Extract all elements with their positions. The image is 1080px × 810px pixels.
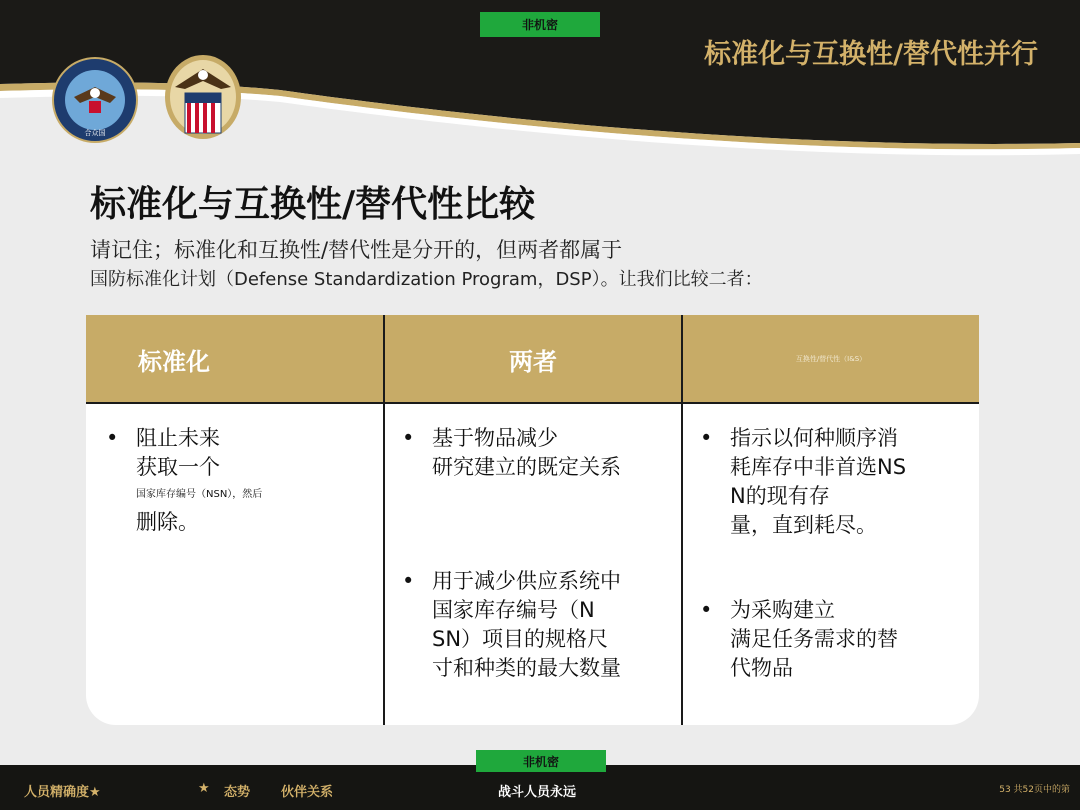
list-item-standardization-1: • 阻止未来 获取一个 国家库存编号（NSN），然后 删除。 xyxy=(106,426,263,534)
list-item-interchangeability-2: • 为采购建立 满足任务需求的替 代物品 xyxy=(700,598,898,680)
list-item-both-1: • 基于物品减少 研究建立的既定关系 xyxy=(402,426,621,479)
footer-people: 人员精确度★ xyxy=(24,785,101,800)
column-divider-1 xyxy=(383,315,385,725)
comparison-table xyxy=(86,315,979,725)
footer-readiness: 态势 xyxy=(224,785,251,800)
intro-line-2: 国防标准化计划（Defense Standardization Program，DSP）。让我们比较二者： xyxy=(90,269,763,290)
svg-text:合众国: 合众国 xyxy=(84,129,106,137)
page-title: 标准化与互换性/替代性比较 xyxy=(90,184,536,225)
list-item-both-2: • 用于减少供应系统中 国家库存编号（N SN）项目的规格尺 寸和种类的最大数量 xyxy=(402,569,621,680)
classification-banner-top: 非机密 xyxy=(480,12,600,37)
footer-partnership: 伙伴关系 xyxy=(281,785,334,800)
classification-banner-bottom: 非机密 xyxy=(476,750,606,772)
header-divider xyxy=(86,402,979,404)
list-item-interchangeability-1: • 指示以何种顺序消 耗库存中非首选NS N的现有存 量，直到耗尽。 xyxy=(700,426,907,537)
dla-seal-logo xyxy=(163,53,243,141)
page-number: 53 共52页中的第 xyxy=(999,785,1070,795)
column-divider-2 xyxy=(681,315,683,725)
intro-line-1: 请记住；标准化和互换性/替代性是分开的，但两者都属于 xyxy=(90,238,623,262)
header-standardization: 标准化 xyxy=(138,347,210,376)
dod-seal-logo xyxy=(52,57,138,143)
header-title: 标准化与互换性/替代性并行 xyxy=(704,39,1038,70)
footer-motto: 战斗人员永远 xyxy=(498,785,577,800)
star-icon: ★ xyxy=(198,781,210,796)
header-interchangeability: 互换性/替代性（I&S） xyxy=(795,355,867,363)
header-both: 两者 xyxy=(509,347,557,376)
